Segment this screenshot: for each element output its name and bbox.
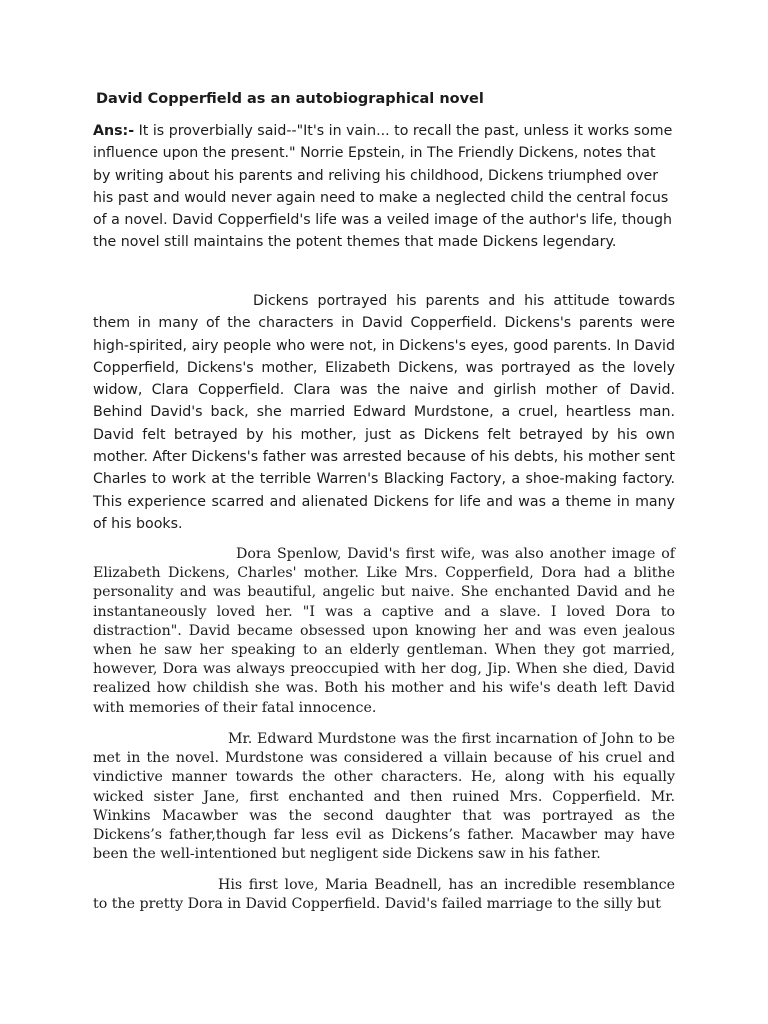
- paragraph-dora: Dora Spenlow, David's first wife, was also another image of Elizabeth Dickens, Charles' mother. Like Mrs. Copperfield, Dora had a blithe personality and was beautiful, angelic but naive. She enchanted David and he instantaneously loved her. "I was a captive and a slave. I loved Dora to distraction". David became obsessed upon knowing her and was even jealous when he saw her speaking to an elderly gentleman. When they got married, however, Dora was always preoccupied with her dog, Jip. When she died, David realized how childish she was. Both his mother and his wife's death left David with memories of their fatal innocence.: [93, 546, 675, 716]
- answer-paragraph: [93, 120, 675, 254]
- document-title: David Copperfield as an autobiographical novel: [96, 91, 484, 107]
- paragraph-parents: Dickens portrayed his parents and his attitude towards them in many of the characters in David Copperfield. Dickens's parents were high-spirited, airy people who were not, in Dickens's eyes, good parents. In David Copperfield, Dickens's mother, Elizabeth Dickens, was portrayed as the lovely widow, Clara Copperfield. Clara was the naive and girlish mother of David. Behind David's back, she married Edward Murdstone, a cruel, heartless man. David felt betrayed by his mother, just as Dickens felt betrayed by his own mother. After Dickens's father was arrested because of his debts, his mother sent Charles to work at the terrible Warren's Blacking Factory, a shoe-making factory. This experience scarred and alienated Dickens for life and was a theme in many of his books.: [93, 293, 675, 532]
- paragraph-maria: His first love, Maria Beadnell, has an incredible resemblance to the pretty Dora in David Copperfield. David's failed marriage to the silly but: [93, 877, 675, 913]
- answer-label: Ans:-: [93, 123, 135, 139]
- paragraph-text: It is proverbially said--"It's in vain... to recall the past, unless it works some influence upon the present." Norrie Epstein, in The Friendly Dickens, notes that by writing about his parents and reliving his childhood, Dickens triumphed over his past and would never again need to make a neglected child the central focus of a novel. David Copperfield's life was a veiled image of the author's life, though the novel still maintains the potent themes that made Dickens legendary.: [93, 123, 673, 251]
- paragraph-murdstone: Mr. Edward Murdstone was the first incarnation of John to be met in the novel. Murdstone was considered a villain because of his cruel and vindictive manner towards the other characters. He, along with his equally wicked sister Jane, first enchanted and then ruined Mrs. Copperfield. Mr. Winkins Macawber was the second daughter that was portrayed as the Dickens’s father,though far less evil as Dickens’s father. Macawber may have been the well-intentioned but negligent side Dickens saw in his father.: [93, 731, 675, 863]
